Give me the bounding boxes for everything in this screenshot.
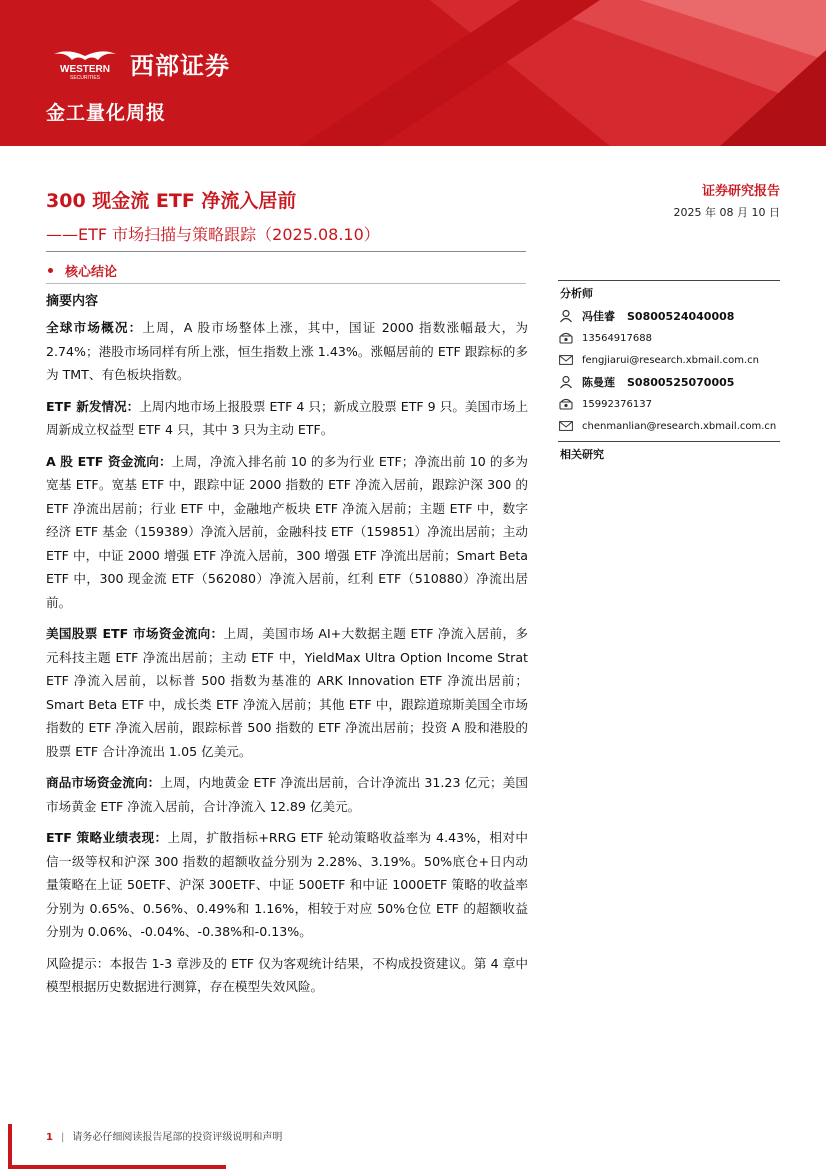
related-research-heading: 相关研究 — [560, 448, 604, 461]
phone-icon — [558, 396, 574, 412]
sidebar-divider — [558, 441, 780, 442]
phone-icon — [558, 330, 574, 346]
report-type: 金工量化周报 — [46, 102, 167, 124]
summary-heading: 摘要内容 — [46, 294, 99, 309]
paragraph-new-etf: ETF 新发情况：上周内地市场上报股票 ETF 4 只；新成立股票 ETF 9 只。美国市场上周新成立权益型 ETF 4 只，其中 3 只为主动 ETF。 — [46, 398, 528, 437]
western-logo-mark — [46, 46, 124, 80]
title-divider — [46, 251, 526, 252]
core-conclusion-heading: 核心结论 — [48, 261, 117, 280]
summary-body — [46, 316, 528, 1007]
svg-text:WESTERN: WESTERN — [60, 64, 110, 75]
analyst-1-email — [558, 349, 780, 371]
paragraph-global-market: 全球市场概况：上周，A 股市场整体上涨，其中，国证 2000 指数涨幅最大，为 2.74%；港股市场同样有所上涨，恒生指数上涨 1.43%。涨幅居前的 ETF 跟踪标的多为 TMT、有色板块指数。 — [46, 320, 529, 382]
analyst-2 — [558, 371, 780, 393]
email-address[interactable]: fengjiarui@research.xbmail.com.cn — [582, 354, 759, 366]
analyst-sidebar — [558, 280, 780, 466]
analyst-name: 陈曼莲 — [582, 376, 615, 389]
paragraph-strategy-performance: ETF 策略业绩表现：上周，扩散指标+RRG ETF 轮动策略收益率为 4.43%，相对中信一级等权和沪深 300 指数的超额收益分别为 2.28%、3.19%。50%底仓+日内动量策略在上证 50ETF、沪深 300ETF、中证 500ETF 和中证 1000ETF 策略的收益率分别为 0.65%、0.56%、0.49%和 1.16%，相较于对应 50%仓位 ETF 的超额收益分别为 0.06%、-0.04%、-0.38%和-0.13%。 — [46, 830, 528, 939]
corner-decoration — [8, 1124, 226, 1169]
paragraph-a-share-flow: A 股 ETF 资金流向：上周，净流入排名前 10 的多为行业 ETF；净流出前 10 的多为宽基 ETF。宽基 ETF 中，跟踪中证 2000 指数的 ETF 净流入居前，跟踪沪深 300 的 ETF 净流出居前；行业 ETF 中，金融地产板块 ETF 净流入居前；主题 ETF 中，数字经济 ETF 基金（159389）净流入居前，金融科技 ETF（159851）净流出居前；主动 ETF 中，中证 2000 增强 ETF 净流入居前，300 增强 ETF 净流出居前；Smart Beta ETF 中，300 现金流 ETF（562080）净流入居前，红利 ETF（510880）净流出居前。 — [46, 453, 528, 610]
analyst-2-email — [558, 415, 780, 437]
analyst-name: 冯佳睿 — [582, 310, 615, 323]
analyst-license: S0800525070005 — [627, 375, 735, 389]
header-banner — [0, 0, 826, 146]
page-number: 1 — [46, 1132, 53, 1143]
paragraph-commodity-flow: 商品市场资金流向：上周，内地黄金 ETF 净流出居前，合计净流出 31.23 亿元；美国市场黄金 ETF 净流入居前，合计净流入 12.89 亿美元。 — [46, 775, 529, 814]
report-subtitle: ——ETF 市场扫描与策略跟踪（2025.08.10） — [46, 225, 380, 244]
phone-number: 13564917688 — [582, 332, 652, 344]
company-logo — [46, 46, 230, 80]
email-icon — [558, 352, 574, 368]
bullet-icon — [48, 268, 53, 273]
svg-text:SECURITIES: SECURITIES — [69, 75, 101, 80]
person-icon — [558, 374, 574, 390]
paragraph-us-flow: 美国股票 ETF 市场资金流向：上周，美国市场 AI+大数据主题 ETF 净流入居前，多元科技主题 ETF 净流出居前；主动 ETF 中，YieldMax Ultra Option Income Strat ETF 净流入居前，以标普 500 指数为基准的 ARK Innovation ETF 净流出居前；Smart Beta ETF 中，成长类 ETF 净流入居前；其他 ETF 中，跟踪道琼斯美国全市场指数的 ETF 净流入居前，跟踪标普 500 指数的 ETF 净流出居前；投资 A 股和港股的股票 ETF 合计净流出 1.05 亿美元。 — [46, 626, 528, 759]
person-icon — [558, 308, 574, 324]
report-date: 2025 年 08 月 10 日 — [673, 206, 780, 219]
doc-type-label: 证券研究报告 — [701, 184, 780, 199]
footer-separator: | — [60, 1132, 65, 1143]
analyst-1-phone — [558, 327, 780, 349]
email-icon — [558, 418, 574, 434]
analyst-license: S0800524040008 — [627, 309, 735, 323]
section-divider — [46, 283, 526, 284]
analyst-heading: 分析师 — [560, 287, 593, 300]
footer-disclaimer: 请务必仔细阅读报告尾部的投资评级说明和声明 — [72, 1132, 283, 1143]
risk-warning: 风险提示：本报告 1-3 章涉及的 ETF 仅为客观统计结果，不构成投资建议。第 4 章中模型根据历史数据进行测算，存在模型失效风险。 — [46, 955, 528, 994]
report-title: 300 现金流 ETF 净流入居前 — [46, 190, 297, 212]
email-address[interactable]: chenmanlian@research.xbmail.com.cn — [582, 420, 777, 432]
phone-number: 15992376137 — [582, 398, 652, 410]
sidebar-divider — [558, 280, 780, 281]
analyst-2-phone — [558, 393, 780, 415]
logo-chinese-name: 西部证券 — [130, 51, 230, 80]
analyst-1 — [558, 305, 780, 327]
